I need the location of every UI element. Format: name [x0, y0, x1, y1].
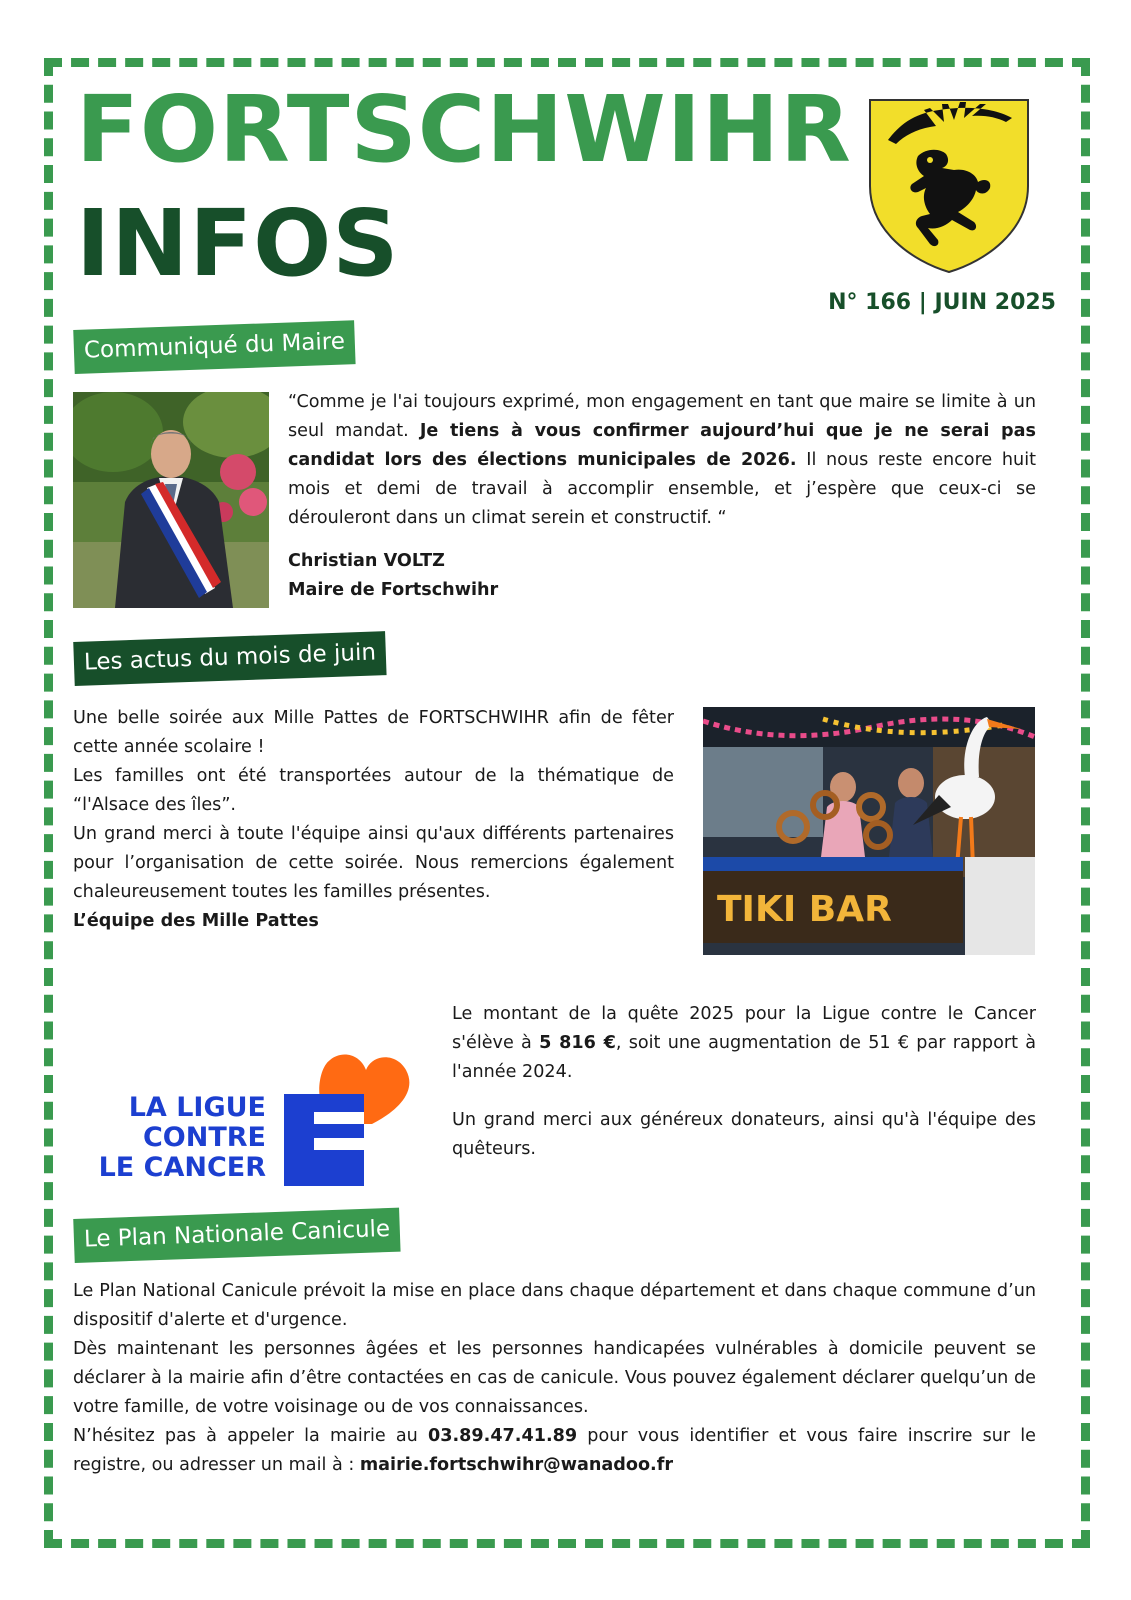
canicule-text — [73, 1277, 1036, 1480]
mayor-quote — [288, 388, 1036, 533]
logo-line-1: LA LIGUE — [128, 1092, 266, 1123]
mayor-quote-part1: “Comme je l'ai toujours exprimé, mon engagement en tant que maire se limite à un seul mandat. — [288, 392, 1036, 441]
canicule-para3-pre: N’hésitez pas à appeler la mairie au — [73, 1426, 418, 1446]
mairie-phone[interactable]: 03.89.47.41.89 — [427, 1426, 578, 1446]
section-heading-canicule: Le Plan Nationale Canicule — [73, 1208, 401, 1263]
mayor-quote-part2: Il nous reste encore huit mois et demi de travail à accomplir ensemble, et j’espère que ceux-ci se dérouleront dans un climat serein et constructif. “ — [288, 450, 1036, 528]
tiki-bar-photo — [703, 707, 1035, 955]
canicule-para1: Le Plan National Canicule prévoit la mise en place dans chaque département et dans chaque commune d’un dispositif d'alerte et d'urgence. — [73, 1281, 1036, 1330]
mayor-name: Christian VOLTZ — [288, 551, 445, 571]
masthead-title-line1: FORTSCHWIHR — [76, 76, 852, 183]
section-heading-actus: Les actus du mois de juin — [73, 631, 386, 686]
issue-number: N° 166 | JUIN 2025 — [828, 290, 1056, 315]
logo-line-3: LE CANCER — [98, 1152, 266, 1183]
ligue-text2: Un grand merci aux généreux donateurs, ainsi qu'à l'équipe des quêteurs. — [452, 1110, 1036, 1159]
canicule-para3-mid: pour vous identifier et vous faire inscrire sur le registre, ou adresser un mail à : — [73, 1426, 1036, 1475]
canicule-para2: Dès maintenant les personnes âgées et les personnes handicapées vulnérables à domicile peuvent se déclarer à la mairie afin d’être contactées en cas de canicule. Vous pouvez également déclarer quelqu’un de votre famille, de votre voisinage ou de vos connaissances. — [73, 1339, 1036, 1417]
ligue-amount: 5 816 € — [539, 1033, 616, 1053]
actus-signature: L’équipe des Mille Pattes — [73, 911, 319, 931]
mayor-title: Maire de Fortschwihr — [288, 580, 499, 600]
mayor-photo — [73, 392, 269, 608]
mayor-quote-bold: Je tiens à vous confirmer aujourd’hui que je ne serai pas candidat lors des élections municipales de 2026. — [288, 421, 1036, 470]
mayor-signature — [288, 547, 688, 605]
section-heading-maire: Communiqué du Maire — [73, 320, 355, 374]
actus-para3: Un grand merci à toute l'équipe ainsi qu'aux différents partenaires pour l’organisation de cette soirée. Nous remercions également chaleureusement toutes les familles présentes. — [73, 824, 674, 902]
ligue-text — [452, 1000, 1036, 1164]
actus-para2: Les familles ont été transportées autour de la thématique de “l'Alsace des îles”. — [73, 766, 674, 815]
masthead-title-line2: INFOS — [76, 190, 400, 297]
ligue-text1-pre: Le montant de la quête 2025 pour la Ligue contre le Cancer s'élève à — [452, 1004, 1036, 1053]
logo-line-2: CONTRE — [142, 1122, 266, 1153]
coat-of-arms-icon — [866, 96, 1032, 276]
actus-para1: Une belle soirée aux Mille Pattes de FORTSCHWIHR afin de fêter cette année scolaire ! — [73, 708, 674, 757]
mairie-email-link[interactable]: mairie.fortschwihr@wanadoo.fr — [359, 1455, 674, 1475]
ligue-contre-le-cancer-logo — [96, 1040, 426, 1190]
ligue-text1-post: , soit une augmentation de 51 € par rapport à l'année 2024. — [452, 1033, 1037, 1082]
tiki-bar-sign: TIKI BAR — [717, 889, 892, 930]
actus-text — [73, 704, 674, 936]
